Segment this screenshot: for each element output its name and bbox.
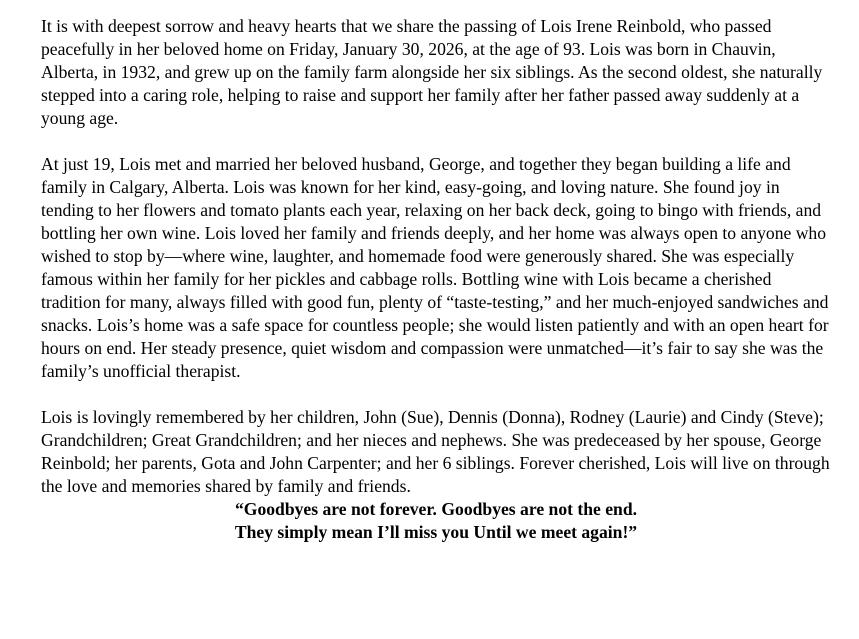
closing-quote-line-1: “Goodbyes are not forever. Goodbyes are not the end.: [234, 499, 638, 519]
paragraph-spacer: [41, 383, 831, 406]
obituary-paragraph-3: Lois is lovingly remembered by her children, John (Sue), Dennis (Donna), Rodney (Laurie) and Cindy (Steve); Grandchildren; Great Grandchildren; and her nieces and nephews. She was predeceased by her spouse, George Reinbold; her parents, Gota and John Carpenter; and her 6 siblings. Forever cherished, Lois will live on through the love and memories shared by family and friends.: [41, 407, 830, 496]
paragraph-spacer: [41, 130, 831, 153]
obituary-paragraph-2: At just 19, Lois met and married her beloved husband, George, and together they began building a life and family in Calgary, Alberta. Lois was known for her kind, easy-going, and loving nature. She found joy in tending to her flowers and tomato plants each year, relaxing on her back deck, going to bingo with friends, and bottling her own wine. Lois loved her family and friends deeply, and her home was always open to anyone who wished to stop by—where wine, laughter, and homemade food were generously shared. She was especially famous within her family for her pickles and cabbage rolls. Bottling wine with Lois became a cherished tradition for many, always filled with good fun, plenty of “taste-testing,” and her much-enjoyed sandwiches and snacks. Lois’s home was a safe space for countless people; she would listen patiently and with an open heart for hours on end. Her steady presence, quiet wisdom and compassion were unmatched—it’s fair to say she was the family’s unofficial therapist.: [41, 154, 829, 381]
obituary-document: [41, 15, 831, 544]
obituary-paragraph-1: It is with deepest sorrow and heavy hearts that we share the passing of Lois Irene Reinbold, who passed peacefully in her beloved home on Friday, January 30, 2026, at the age of 93. Lois was born in Chauvin, Alberta, in 1932, and grew up on the family farm alongside her six siblings. As the second oldest, she naturally stepped into a caring role, helping to raise and support her family after her father passed away suddenly at a young age.: [41, 16, 823, 128]
closing-quote-line-2: They simply mean I’ll miss you Until we meet again!”: [234, 522, 638, 542]
